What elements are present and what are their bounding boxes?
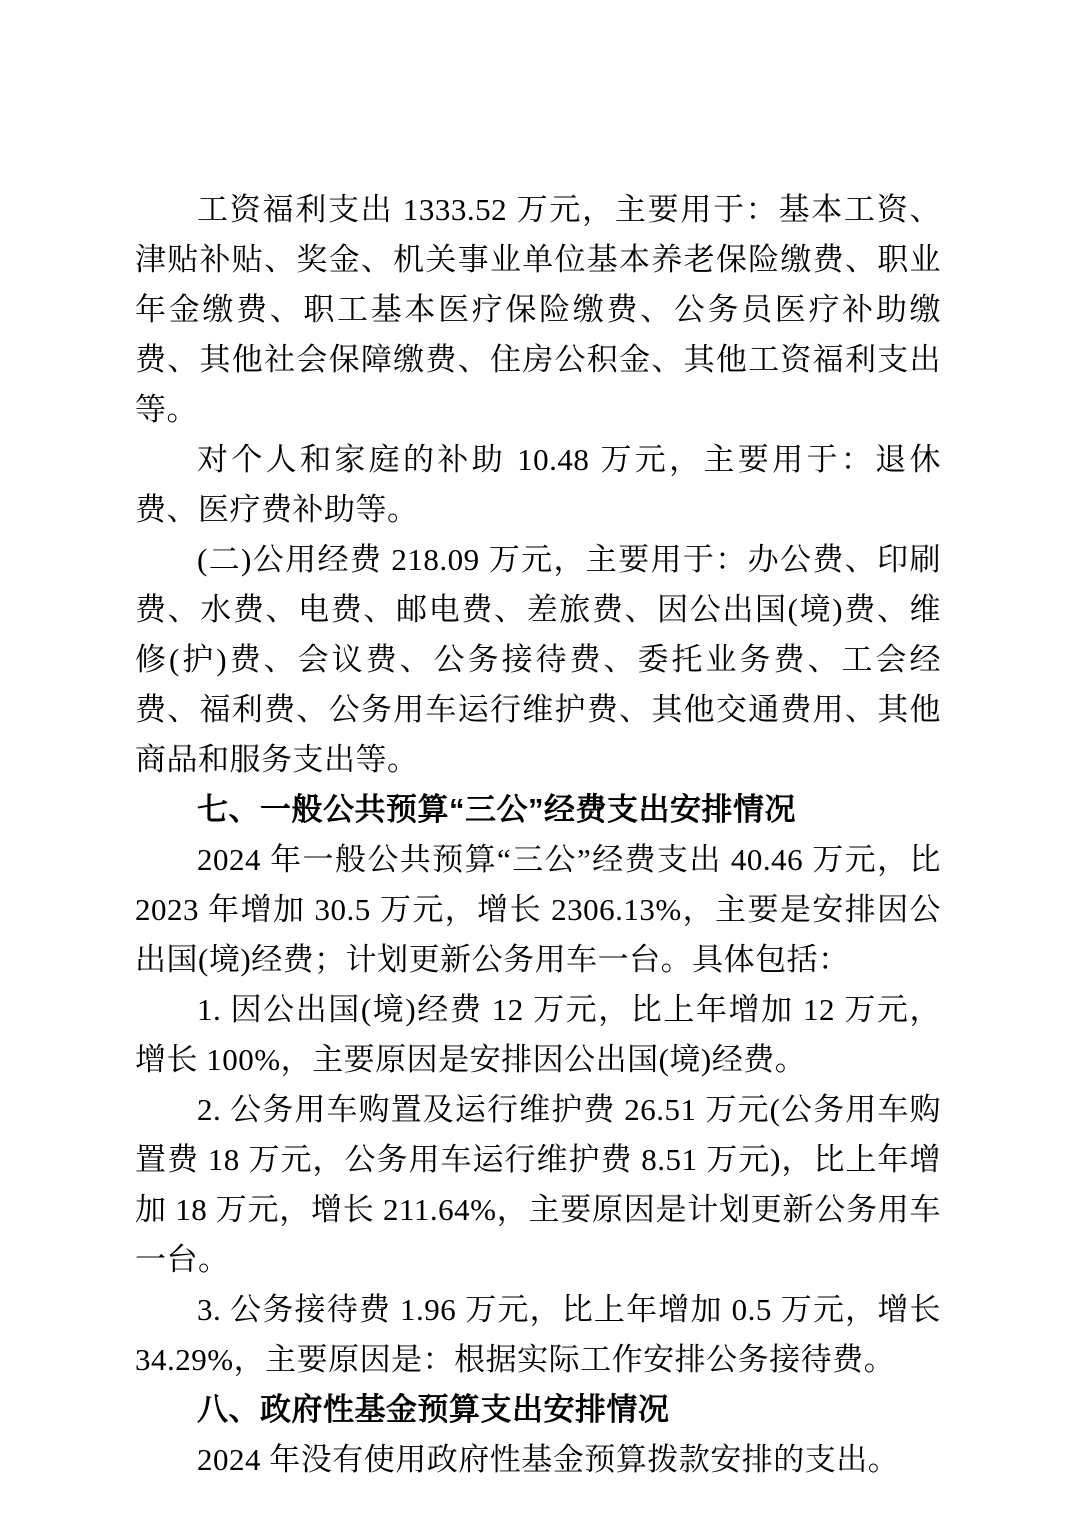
paragraph-individual-family-subsidy: 对个人和家庭的补助 10.48 万元，主要用于：退休费、医疗费补助等。 [135,442,941,527]
paragraph-2024-no-government-fund-expenditure: 2024 年没有使用政府性基金预算拨款安排的支出。 [197,1442,900,1477]
paragraph-2024-three-public-funds-total: 2024 年一般公共预算“三公”经费支出 40.46 万元，比 2023 年增加 30.5 万元，增长 2306.13%，主要是安排因公出国(境)经费；计划更新公务用车一台。具体包括： [135,842,941,977]
paragraph-item3-official-reception-expense: 3. 公务接待费 1.96 万元，比上年增加 0.5 万元，增长 34.29%，主要原因是：根据实际工作安排公务接待费。 [135,1292,941,1377]
document-content [135,185,941,1485]
section-heading-eight-government-fund-budget: 八、政府性基金预算支出安排情况 [197,1392,670,1427]
section-heading-seven-three-public-funds: 七、一般公共预算“三公”经费支出安排情况 [197,792,796,827]
paragraph-salary-welfare-expenditure: 工资福利支出 1333.52 万元，主要用于：基本工资、津贴补贴、奖金、机关事业单位基本养老保险缴费、职业年金缴费、职工基本医疗保险缴费、公务员医疗补助缴费、其他社会保障缴费、住房公积金、其他工资福利支出等。 [135,192,941,427]
paragraph-item1-overseas-travel-expense: 1. 因公出国(境)经费 12 万元，比上年增加 12 万元，增长 100%，主要原因是安排因公出国(境)经费。 [135,992,941,1077]
paragraph-public-operating-expense: (二)公用经费 218.09 万元，主要用于：办公费、印刷费、水费、电费、邮电费、差旅费、因公出国(境)费、维修(护)费、会议费、公务接待费、委托业务费、工会经费、福利费、公务用车运行维护费、其他交通费用、其他商品和服务支出等。 [135,542,941,777]
paragraph-item2-official-vehicle-expense: 2. 公务用车购置及运行维护费 26.51 万元(公务用车购置费 18 万元，公务用车运行维护费 8.51 万元)，比上年增加 18 万元，增长 211.64%，主要原因是计划更新公务用车一台。 [135,1092,941,1277]
